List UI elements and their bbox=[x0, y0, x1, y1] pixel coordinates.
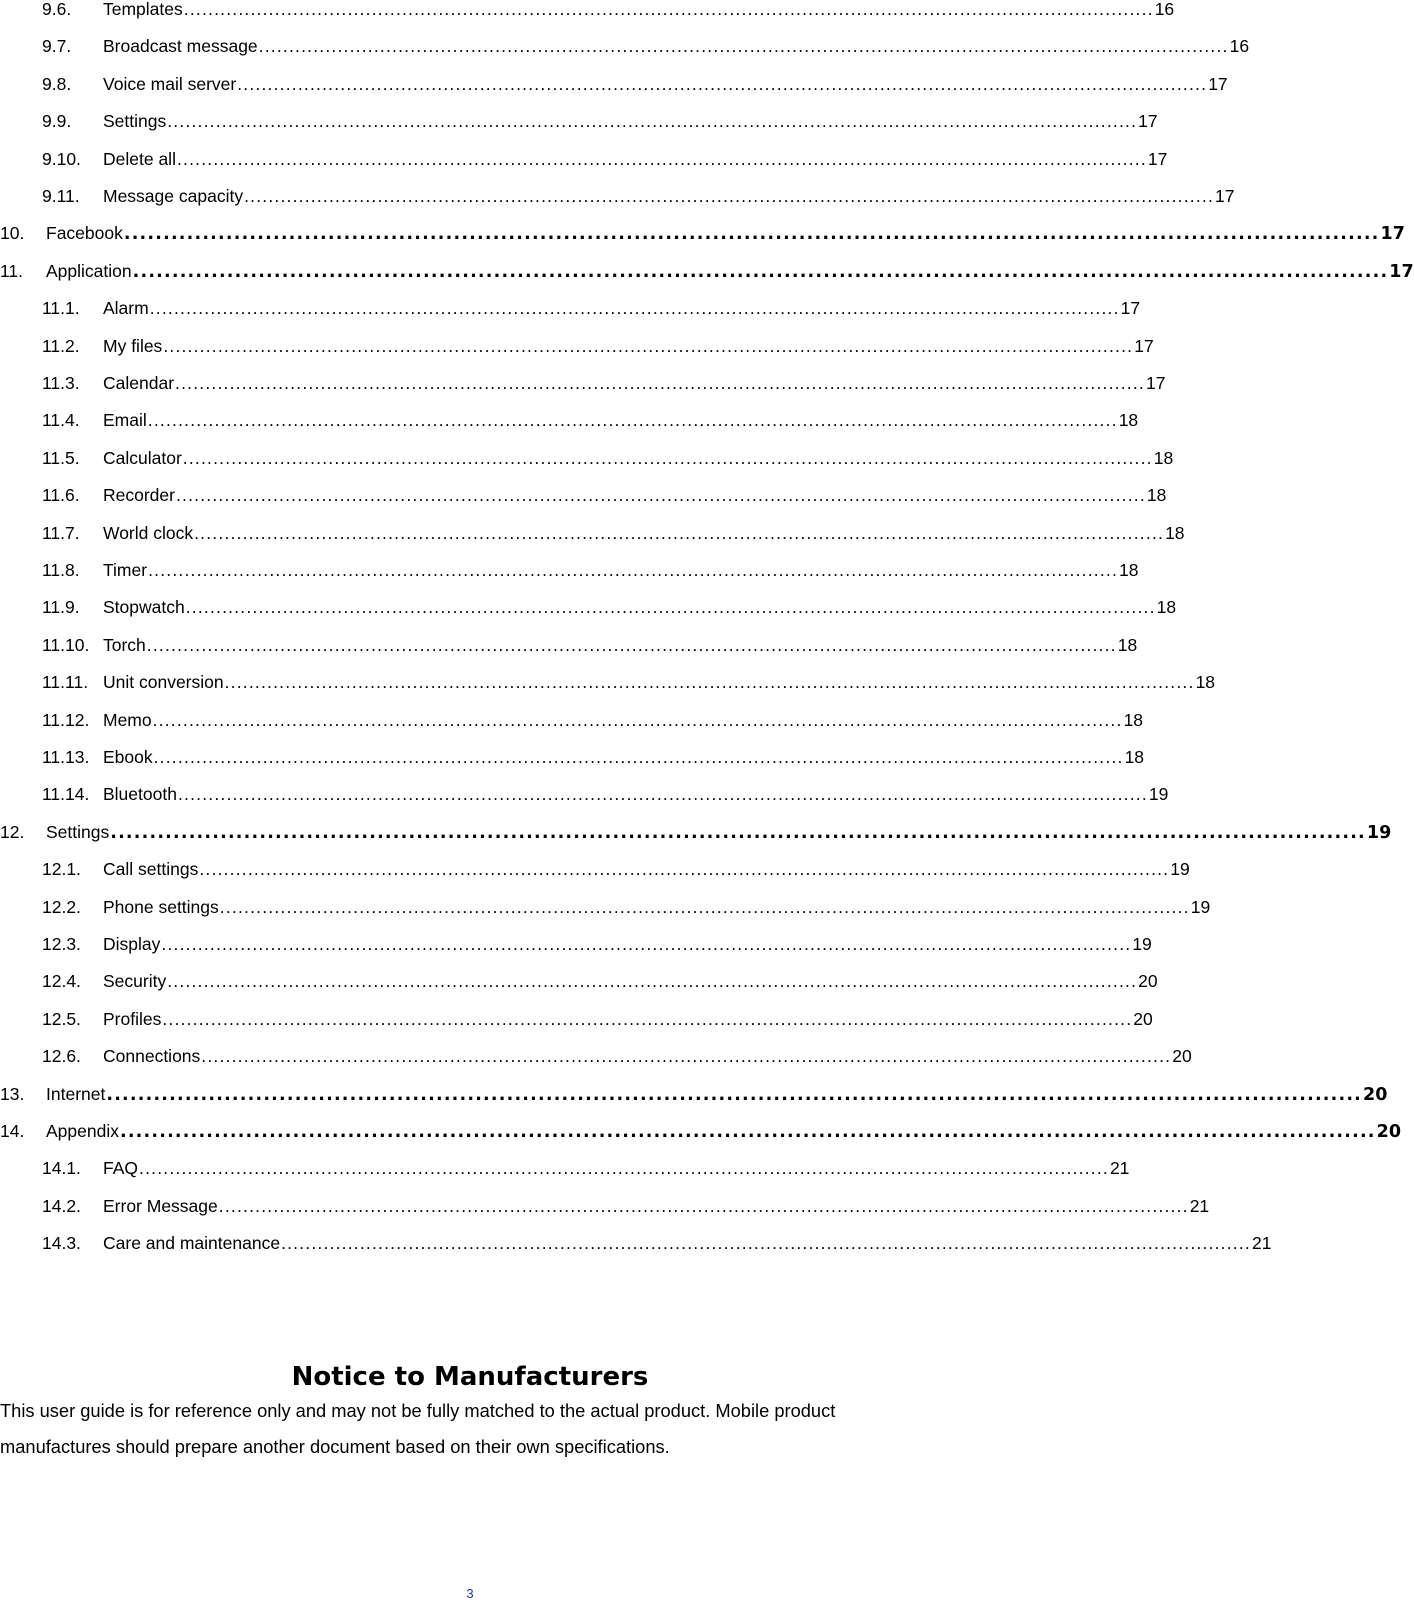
toc-entry-leader bbox=[103, 0, 1175, 24]
toc-entry-title: Recorder bbox=[103, 480, 175, 510]
toc-entry-page: 18 bbox=[1146, 485, 1167, 506]
toc-dot-leader: ................................................................................................................................................................ bbox=[199, 859, 1170, 880]
toc-dot-leader: ................................................................................................................................................................ bbox=[175, 485, 1146, 506]
toc-entry-leader bbox=[103, 1004, 1153, 1034]
toc-entry[interactable] bbox=[0, 1004, 1153, 1034]
toc-entry-page: 16 bbox=[1229, 36, 1250, 57]
toc-entry-leader bbox=[103, 1191, 1210, 1221]
toc-entry-number: 11.6. bbox=[42, 485, 80, 506]
toc-entry[interactable] bbox=[0, 443, 1174, 473]
toc-entry-number: 11.11. bbox=[42, 672, 89, 693]
notice-title: Notice to Manufacturers bbox=[291, 1362, 649, 1392]
toc-dot-leader: ................................................................................................................................................................ bbox=[201, 1046, 1172, 1067]
toc-entry-title: Bluetooth bbox=[103, 779, 177, 809]
toc-entry[interactable] bbox=[0, 256, 1414, 286]
toc-dot-leader: ................................................................................................................................................................ bbox=[224, 672, 1195, 693]
toc-entry-number: 9.9. bbox=[42, 111, 72, 132]
toc-entry-number: 11.9. bbox=[42, 597, 80, 618]
toc-entry-number: 12.2. bbox=[42, 896, 81, 917]
toc-entry[interactable] bbox=[0, 742, 1145, 772]
toc-entry-number: 9.6. bbox=[42, 0, 72, 19]
toc-entry-number: 11.8. bbox=[42, 560, 80, 580]
toc-entry-leader bbox=[103, 293, 1141, 323]
toc-entry-leader bbox=[103, 368, 1166, 398]
toc-entry-title: Call settings bbox=[103, 854, 198, 884]
toc-dot-leader: ................................................................................................................................................................ bbox=[149, 298, 1120, 319]
toc-entry-page: 17 bbox=[1208, 73, 1228, 94]
toc-dot-leader: ................................................................................................................................................................ bbox=[176, 148, 1147, 169]
toc-entry[interactable] bbox=[0, 518, 1185, 548]
toc-entry-number: 11.12. bbox=[42, 709, 90, 730]
toc-entry-page: 18 bbox=[1156, 597, 1177, 618]
toc-entry[interactable] bbox=[0, 592, 1177, 622]
toc-entry-number: 13. bbox=[0, 1083, 25, 1104]
toc-dot-leader: ................................................................................................................................................................ bbox=[281, 1233, 1251, 1254]
toc-dot-leader: ................................................................................................................................................................ bbox=[182, 447, 1153, 468]
toc-entry[interactable] bbox=[0, 966, 1158, 996]
toc-dot-leader: ................................................................................................................................................................ bbox=[185, 597, 1156, 618]
toc-dot-leader: ................................................................................................................................................................ bbox=[132, 261, 1389, 282]
toc-entry-number: 11.14. bbox=[42, 784, 90, 805]
toc-entry-title: Settings bbox=[103, 106, 166, 136]
toc-entry-page: 21 bbox=[1252, 1233, 1272, 1254]
toc-entry-number: 11.10. bbox=[42, 634, 90, 655]
toc-entry-page: 18 bbox=[1118, 410, 1139, 431]
toc-entry-leader bbox=[103, 1153, 1130, 1183]
toc-dot-leader: ................................................................................................................................................................ bbox=[163, 335, 1134, 356]
toc-entry-page: 17 bbox=[1134, 335, 1154, 356]
toc-dot-leader: ................................................................................................................................................................ bbox=[167, 111, 1138, 132]
toc-entry-number: 11.7. bbox=[42, 522, 80, 543]
toc-entry-title: Settings bbox=[46, 817, 109, 847]
toc-entry-title: Stopwatch bbox=[103, 592, 185, 622]
toc-entry-leader bbox=[103, 480, 1167, 510]
toc-entry[interactable] bbox=[0, 1079, 1388, 1109]
toc-entry-leader bbox=[103, 31, 1250, 61]
toc-entry[interactable] bbox=[0, 1228, 1272, 1258]
toc-entry-leader bbox=[46, 256, 1414, 287]
toc-entry-leader bbox=[103, 518, 1185, 548]
toc-entry-number: 14. bbox=[0, 1121, 25, 1141]
toc-entry[interactable] bbox=[0, 1153, 1130, 1183]
toc-entry-title: Delete all bbox=[103, 144, 176, 174]
toc-entry-title: Unit conversion bbox=[103, 667, 224, 697]
toc-entry-number: 11. bbox=[0, 260, 24, 281]
toc-entry-title: Timer bbox=[103, 555, 147, 585]
toc-entry-number: 11.5. bbox=[42, 447, 80, 468]
toc-entry[interactable] bbox=[0, 144, 1168, 174]
toc-entry-page: 17 bbox=[1389, 261, 1414, 282]
toc-entry-number: 12.6. bbox=[42, 1046, 81, 1067]
toc-entry-title: Profiles bbox=[103, 1004, 161, 1034]
toc-entry[interactable] bbox=[0, 705, 1144, 735]
toc-entry-number: 14.2. bbox=[42, 1195, 81, 1216]
toc-entry-title: Broadcast message bbox=[103, 31, 258, 61]
toc-entry-number: 12.5. bbox=[42, 1008, 81, 1029]
toc-entry[interactable] bbox=[0, 293, 1141, 323]
toc-entry-title: Calculator bbox=[103, 443, 182, 473]
toc-entry[interactable] bbox=[0, 667, 1216, 697]
toc-entry-leader bbox=[46, 817, 1392, 848]
toc-entry-leader bbox=[103, 667, 1216, 697]
toc-dot-leader: ................................................................................................................................................................ bbox=[153, 747, 1124, 767]
toc-entry-title: My files bbox=[103, 331, 162, 361]
toc-entry-title: Torch bbox=[103, 630, 146, 660]
notice-body: This user guide is for reference only and may not be fully matched to the actual product. Mobile product manufactures should prepare another document based on their own specifications. bbox=[0, 1400, 836, 1457]
toc-entry[interactable] bbox=[0, 331, 1154, 361]
toc-entry-page: 17 bbox=[1147, 148, 1168, 169]
toc-entry-title: World clock bbox=[103, 518, 193, 548]
toc-entry-page: 21 bbox=[1109, 1158, 1130, 1179]
toc-entry-page: 18 bbox=[1123, 709, 1144, 730]
toc-entry-leader bbox=[103, 742, 1145, 772]
toc-entry-leader bbox=[103, 405, 1139, 435]
toc-entry-leader bbox=[103, 1041, 1192, 1071]
toc-dot-leader: ................................................................................................................................................................ bbox=[167, 971, 1138, 992]
toc-entry-leader bbox=[103, 1228, 1272, 1258]
toc-entry-page: 20 bbox=[1133, 1008, 1153, 1029]
toc-entry-title: Ebook bbox=[103, 742, 153, 772]
toc-entry-number: 9.8. bbox=[42, 73, 72, 94]
toc-entry-leader bbox=[103, 929, 1152, 959]
toc-entry-number: 10. bbox=[0, 223, 25, 244]
toc-entry-title: Connections bbox=[103, 1041, 200, 1071]
toc-entry[interactable] bbox=[0, 31, 1250, 61]
toc-entry-leader bbox=[103, 331, 1154, 361]
toc-entry-title: Display bbox=[103, 929, 160, 959]
toc-dot-leader: ................................................................................................................................................................ bbox=[162, 1008, 1133, 1029]
toc-entry-page: 17 bbox=[1120, 298, 1141, 319]
toc-entry-leader bbox=[103, 106, 1158, 136]
toc-entry-page: 20 bbox=[1172, 1046, 1192, 1067]
toc-entry-number: 12.4. bbox=[42, 971, 81, 992]
toc-entry-leader bbox=[103, 966, 1158, 996]
toc-entry-title: FAQ bbox=[103, 1153, 138, 1183]
toc-entry-title: Email bbox=[103, 405, 147, 435]
toc-entry[interactable] bbox=[0, 106, 1158, 136]
toc-entry-leader bbox=[103, 779, 1169, 809]
toc-entry-number: 12.3. bbox=[42, 934, 81, 954]
toc-entry-page: 19 bbox=[1148, 784, 1169, 805]
toc-dot-leader: ................................................................................................................................................................ bbox=[183, 0, 1154, 19]
toc-entry-number: 9.11. bbox=[42, 186, 80, 206]
toc-entry-page: 18 bbox=[1124, 747, 1145, 767]
toc-entry-leader bbox=[103, 181, 1235, 211]
toc-dot-leader: ................................................................................................................................................................ bbox=[175, 373, 1145, 393]
toc-entry-leader bbox=[103, 144, 1168, 174]
toc-entry-number: 9.10. bbox=[42, 148, 81, 169]
toc-entry[interactable] bbox=[0, 0, 1175, 24]
toc-entry-page: 20 bbox=[1363, 1084, 1388, 1105]
toc-dot-leader: ................................................................................................................................................................ bbox=[146, 634, 1117, 655]
toc-entry-leader bbox=[103, 630, 1138, 660]
toc-entry-leader bbox=[103, 892, 1211, 922]
toc-entry-title: Care and maintenance bbox=[103, 1228, 280, 1258]
toc-entry-number: 11.3. bbox=[42, 373, 80, 393]
toc-entry-title: Alarm bbox=[103, 293, 149, 323]
toc-entry[interactable] bbox=[0, 892, 1211, 922]
page-number: 3 bbox=[466, 1586, 474, 1601]
toc-entry-title: Appendix bbox=[46, 1116, 119, 1146]
toc-entry-title: Security bbox=[103, 966, 166, 996]
toc-entry[interactable] bbox=[0, 480, 1167, 510]
toc-entry-title: Facebook bbox=[46, 218, 123, 248]
toc-entry-page: 17 bbox=[1215, 186, 1235, 206]
toc-entry-number: 9.7. bbox=[42, 36, 72, 57]
toc-entry-page: 20 bbox=[1376, 1122, 1402, 1142]
toc-dot-leader: ................................................................................................................................................................ bbox=[152, 709, 1123, 730]
toc-entry-page: 16 bbox=[1154, 0, 1175, 19]
toc-entry-page: 19 bbox=[1366, 822, 1392, 843]
toc-entry[interactable] bbox=[0, 218, 1405, 248]
toc-entry-leader bbox=[46, 1079, 1388, 1110]
toc-entry-number: 14.1. bbox=[42, 1158, 81, 1179]
toc-entry-number: 11.2. bbox=[42, 335, 80, 356]
toc-entry-number: 12. bbox=[0, 821, 25, 842]
toc-entry[interactable] bbox=[0, 368, 1166, 398]
toc-entry-page: 19 bbox=[1190, 896, 1211, 917]
toc-entry[interactable] bbox=[0, 1191, 1210, 1221]
toc-entry-number: 11.1. bbox=[42, 298, 80, 319]
toc-entry-page: 19 bbox=[1170, 859, 1190, 880]
toc-entry-leader bbox=[103, 854, 1190, 884]
toc-entry-title: Internet bbox=[46, 1079, 105, 1109]
toc-dot-leader: ................................................................................................................................................................ bbox=[139, 1158, 1109, 1179]
toc-entry-page: 17 bbox=[1145, 373, 1166, 393]
toc-entry-page: 19 bbox=[1132, 934, 1152, 954]
toc-entry-leader bbox=[46, 218, 1405, 249]
toc-dot-leader: ................................................................................................................................................................ bbox=[147, 410, 1118, 431]
toc-entry-title: Phone settings bbox=[103, 892, 219, 922]
toc-entry[interactable] bbox=[0, 630, 1138, 660]
toc-entry[interactable] bbox=[0, 779, 1169, 809]
toc-dot-leader: ................................................................................................................................................................ bbox=[194, 522, 1165, 543]
toc-entry[interactable] bbox=[0, 854, 1190, 884]
toc-dot-leader: ................................................................................................................................................................ bbox=[148, 560, 1119, 580]
toc-entry-title: Error Message bbox=[103, 1191, 218, 1221]
toc-dot-leader: ................................................................................................................................................................ bbox=[219, 896, 1190, 917]
toc-entry-number: 11.13. bbox=[42, 747, 90, 767]
toc-dot-leader: ................................................................................................................................................................ bbox=[218, 1195, 1189, 1216]
toc-entry[interactable] bbox=[0, 405, 1139, 435]
toc-entry-leader bbox=[103, 705, 1144, 735]
toc-entry-number: 11.4. bbox=[42, 410, 80, 431]
toc-entry-leader bbox=[46, 1116, 1402, 1147]
toc-entry-number: 12.1. bbox=[42, 859, 81, 880]
toc-entry-page: 18 bbox=[1195, 672, 1216, 693]
toc-entry-page: 17 bbox=[1380, 224, 1405, 245]
toc-dot-leader: ................................................................................................................................................................ bbox=[123, 224, 1380, 245]
toc-dot-leader: ................................................................................................................................................................ bbox=[237, 73, 1208, 94]
toc-entry-title: Calendar bbox=[103, 368, 174, 398]
toc-entry[interactable] bbox=[0, 69, 1228, 99]
toc-entry[interactable] bbox=[0, 929, 1152, 959]
toc-entry-page: 18 bbox=[1165, 522, 1185, 543]
toc-dot-leader: ................................................................................................................................................................ bbox=[244, 186, 1215, 206]
toc-entry-title: Message capacity bbox=[103, 181, 243, 211]
toc-entry[interactable] bbox=[0, 181, 1235, 211]
toc-entry-leader bbox=[103, 443, 1174, 473]
toc-entry-page: 18 bbox=[1117, 634, 1138, 655]
toc-dot-leader: ................................................................................................................................................................ bbox=[161, 934, 1132, 954]
toc-entry-number: 14.3. bbox=[42, 1233, 81, 1254]
toc-entry-title: Memo bbox=[103, 705, 152, 735]
toc-entry-title: Templates bbox=[103, 0, 183, 24]
toc-dot-leader: ................................................................................................................................................................ bbox=[106, 1084, 1363, 1105]
toc-entry-leader bbox=[103, 69, 1228, 99]
toc-entry-leader bbox=[103, 555, 1139, 585]
toc-entry-page: 18 bbox=[1119, 560, 1139, 580]
toc-entry-page: 21 bbox=[1189, 1195, 1210, 1216]
toc-dot-leader: ................................................................................................................................................................ bbox=[177, 784, 1148, 805]
toc-dot-leader: ................................................................................................................................................................ bbox=[119, 1122, 1376, 1142]
toc-entry-page: 20 bbox=[1138, 971, 1158, 992]
toc-entry[interactable] bbox=[0, 555, 1139, 585]
toc-entry-page: 17 bbox=[1138, 111, 1158, 132]
toc-entry[interactable] bbox=[0, 1041, 1192, 1071]
toc-entry-title: Application bbox=[46, 256, 132, 286]
toc-entry[interactable] bbox=[0, 817, 1392, 847]
toc-entry-leader bbox=[103, 592, 1177, 622]
toc-entry-page: 18 bbox=[1153, 447, 1174, 468]
toc-entry[interactable] bbox=[0, 1116, 1402, 1146]
toc-dot-leader: ................................................................................................................................................................ bbox=[110, 822, 1366, 843]
toc-entry-title: Voice mail server bbox=[103, 69, 236, 99]
toc-dot-leader: ................................................................................................................................................................ bbox=[258, 36, 1229, 57]
